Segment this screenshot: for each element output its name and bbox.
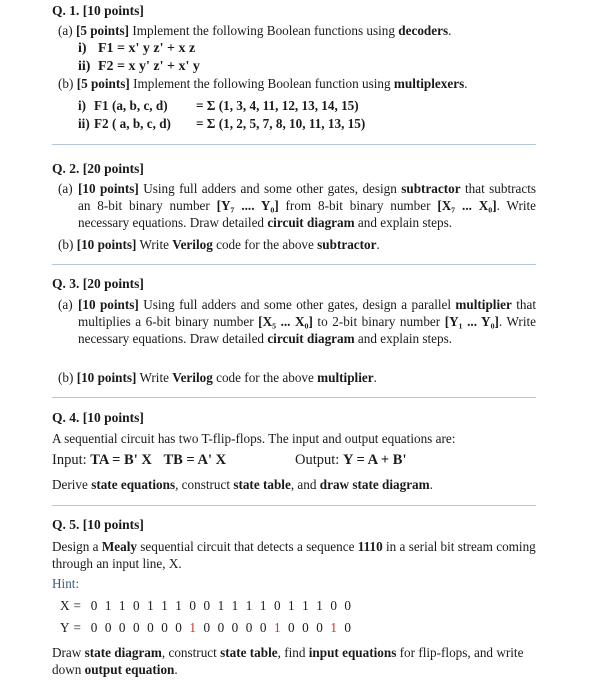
q2a-bold-1: subtractor: [401, 181, 461, 196]
y-bit: 0: [302, 620, 309, 635]
q1a-item-2: [78, 58, 200, 75]
y-bit: 0: [147, 620, 154, 635]
q2b-points: [10 points]: [76, 237, 137, 252]
q5-dir-2: , construct: [161, 645, 221, 660]
divider-2: [52, 264, 536, 265]
q4-equations: [52, 452, 226, 469]
x-bit: 0: [90, 598, 98, 613]
q3a-text-1: Using full adders and some other gates, design a parallel: [138, 297, 456, 312]
x-bit: 1: [245, 598, 253, 613]
q1a-item-1-number: i): [78, 41, 87, 56]
q3-part-a: [78, 296, 536, 347]
q2b-bold-2: subtractor: [317, 237, 377, 252]
q3a-bold-2: [X₅ ... X₀]: [258, 314, 313, 329]
q1a-item-1: [78, 40, 195, 57]
q3b-bold-1: Verilog: [172, 370, 213, 385]
q1a-post: .: [448, 23, 452, 38]
q2-part-b: [58, 236, 380, 253]
x-bit: 0: [189, 598, 196, 613]
y-bit: 0: [90, 620, 98, 635]
x-bit: 1: [147, 598, 154, 613]
q4-title: Q. 4. [10 points]: [52, 410, 144, 425]
q2a-text-1: Using full adders and some other gates, design: [138, 181, 402, 196]
q1a-item-2-number: ii): [78, 59, 91, 74]
q2-part-a: [78, 180, 536, 231]
q2a-marker: (a): [58, 181, 73, 196]
q5-prompt-1: Design a: [52, 539, 102, 554]
q2b-text-2: code for the above: [212, 237, 318, 252]
q4-ta-equation: TA = B' X: [90, 452, 152, 468]
q2-title: Q. 2. [20 points]: [52, 161, 144, 176]
q1a-points: [5 points]: [75, 23, 130, 38]
q5-directions: [52, 644, 536, 678]
q1-title: Q. 1. [10 points]: [52, 3, 144, 18]
x-bit: 1: [104, 598, 112, 613]
q4-tb-equation: TB = A' X: [163, 452, 227, 468]
q1-part-b: [58, 75, 468, 92]
q5-dir-3: , find: [277, 645, 309, 660]
y-bit: 0: [104, 620, 112, 635]
x-bit: 1: [175, 598, 182, 613]
x-bit: 0: [273, 598, 281, 613]
q2a-text-4: . Write necessary equations. Draw detailed: [78, 198, 537, 230]
y-bit: 0: [118, 620, 126, 635]
q5-dir-bold-2: state table: [220, 645, 278, 660]
q2a-text-3: from 8-bit binary number: [278, 198, 438, 213]
q1b-item-2-number: ii): [78, 116, 90, 131]
x-bit: 1: [259, 598, 267, 613]
q2a-bold-3: [X₇ ... X₀]: [437, 198, 497, 213]
q5-prompt-bold-2: 1110: [357, 539, 383, 554]
q1b-item-2-rhs: = Σ (1, 2, 5, 7, 8, 10, 11, 13, 15): [196, 116, 366, 131]
q3b-bold-2: multiplier: [317, 370, 374, 385]
q5-y-bits: [87, 620, 355, 635]
q1a-item-2-expr: F2 = x y' z' + x' y: [98, 59, 200, 74]
q4-dir-bold-2: state table: [233, 477, 291, 492]
y-bit: 0: [175, 620, 182, 635]
q1b-item-1-number: i): [78, 98, 87, 113]
q5-y-sequence: Y = 0 0 0 0 0 0 0 1 0 0 0 0 0 1 0 0 0 1 0: [60, 619, 355, 636]
q4-dir-1: Derive: [52, 477, 92, 492]
q5-dir-5: .: [174, 662, 178, 677]
q3a-points: [10 points]: [78, 297, 139, 312]
divider-4: [52, 505, 536, 506]
y-bit: 0: [161, 620, 168, 635]
q1a-marker: (a): [58, 23, 73, 38]
x-bit: 1: [161, 598, 168, 613]
q2b-text-3: .: [376, 237, 380, 252]
q2a-points: [10 points]: [78, 181, 139, 196]
q3b-text-3: .: [373, 370, 377, 385]
q1b-item-1-lhs: F1 (a, b, c, d): [94, 98, 168, 113]
q5-hint-label: Hint:: [52, 576, 80, 591]
q1b-item-2: [78, 115, 365, 132]
q5-prompt: [52, 538, 536, 572]
q4-output: [295, 452, 406, 469]
q1-part-a: [58, 22, 451, 39]
y-bit: 0: [217, 620, 225, 635]
y-bit: 0: [344, 620, 351, 635]
y-bit: 0: [316, 620, 323, 635]
q3a-text-2: that multiplies a 6-bit binary number: [78, 297, 536, 329]
q3b-points: [10 points]: [76, 370, 137, 385]
q3a-bold-1: multiplier: [455, 297, 512, 312]
q3a-text-4: . Write necessary equations. Draw detailed: [78, 314, 537, 346]
q5-x-sequence: X = 0 1 1 0 1 1 1 0 0 1 1 1 1 0 1 1 1 0 0: [60, 597, 355, 614]
q5-x-label: X: [60, 598, 70, 613]
y-bit: 0: [245, 620, 253, 635]
q3-part-b: [58, 369, 377, 386]
q3b-text-2: code for the above: [212, 370, 318, 385]
q1b-post: .: [464, 76, 468, 91]
q5-prompt-3: in a serial bit stream coming through an input line, X.: [52, 539, 536, 571]
y-bit: 1: [330, 620, 337, 635]
q4-directions: [52, 476, 433, 493]
x-bit: 1: [217, 598, 225, 613]
q1a-text: Implement the following Boolean functions using: [129, 23, 399, 38]
q4-dir-3: , and: [290, 477, 320, 492]
q1a-item-1-expr: F1 = x' y z' + x z: [98, 41, 196, 56]
q2b-marker: (b): [58, 237, 74, 252]
y-bit: 0: [231, 620, 239, 635]
q4-dir-4: .: [429, 477, 433, 492]
x-bit: 1: [231, 598, 239, 613]
x-bit: 1: [316, 598, 323, 613]
q3a-bold-4: circuit diagram: [267, 331, 355, 346]
q5-x-bits: [87, 598, 355, 613]
q1b-item-2-lhs: F2 ( a, b, c, d): [94, 116, 171, 131]
q5-title: Q. 5. [10 points]: [52, 517, 144, 532]
q5-prompt-2: sequential circuit that detects a sequence: [136, 539, 358, 554]
q3a-marker: (a): [58, 297, 73, 312]
q3a-text-5: and explain steps.: [354, 331, 453, 346]
q3-title: Q. 3. [20 points]: [52, 276, 144, 291]
q2a-bold-2: [Y₇ .... Y₀]: [216, 198, 279, 213]
q5-dir-bold-4: output equation: [84, 662, 175, 677]
y-bit: 1: [273, 620, 281, 635]
q1b-item-1: [78, 97, 359, 114]
q4-dir-2: , construct: [175, 477, 234, 492]
x-bit: 0: [203, 598, 211, 613]
q1b-text: Implement the following Boolean function using: [129, 76, 394, 91]
x-bit: 0: [133, 598, 140, 613]
q1b-item-1-rhs: = Σ (1, 3, 4, 11, 12, 13, 14, 15): [196, 98, 359, 113]
q2b-text-1: Write: [136, 237, 173, 252]
q2a-text-5: and explain steps.: [354, 215, 453, 230]
q5-y-label: Y: [60, 620, 70, 635]
q5-dir-4: for flip-flops, and write down: [52, 645, 524, 677]
q4-input-label: Input:: [52, 452, 91, 468]
divider-1: [52, 144, 536, 145]
y-bit: 1: [189, 620, 196, 635]
y-bit: 0: [288, 620, 295, 635]
q2b-bold-1: Verilog: [172, 237, 213, 252]
x-bit: 0: [344, 598, 351, 613]
q5-dir-1: Draw: [52, 645, 85, 660]
q1b-bold: multiplexers: [393, 76, 465, 91]
divider-3: [52, 397, 536, 398]
x-bit: 1: [302, 598, 309, 613]
x-bit: 0: [330, 598, 337, 613]
q4-intro: A sequential circuit has two T-flip-flops. The input and output equations are:: [52, 431, 456, 446]
q5-dir-bold-3: input equations: [308, 645, 397, 660]
q4-y-equation: Y = A + B': [342, 452, 407, 468]
y-bit: 0: [133, 620, 140, 635]
q3b-marker: (b): [58, 370, 74, 385]
q2a-text-2: that subtracts an 8-bit binary number: [78, 181, 537, 213]
q1b-marker: (b): [58, 76, 74, 91]
q1b-points: [5 points]: [76, 76, 130, 91]
x-bit: 1: [288, 598, 295, 613]
q4-dir-bold-3: draw state diagram: [319, 477, 430, 492]
q2a-bold-4: circuit diagram: [267, 215, 355, 230]
y-bit: 0: [259, 620, 267, 635]
y-bit: 0: [203, 620, 211, 635]
q3a-bold-3: [Y₁ ... Y₀]: [444, 314, 499, 329]
q4-dir-bold-1: state equations: [91, 477, 176, 492]
x-bit: 1: [118, 598, 126, 613]
q3a-text-3: to 2-bit binary number: [312, 314, 445, 329]
q4-output-label: Output:: [295, 452, 343, 468]
q5-prompt-bold-1: Mealy: [101, 539, 137, 554]
q5-dir-bold-1: state diagram: [84, 645, 162, 660]
q3b-text-1: Write: [136, 370, 173, 385]
q1a-bold: decoders: [398, 23, 449, 38]
